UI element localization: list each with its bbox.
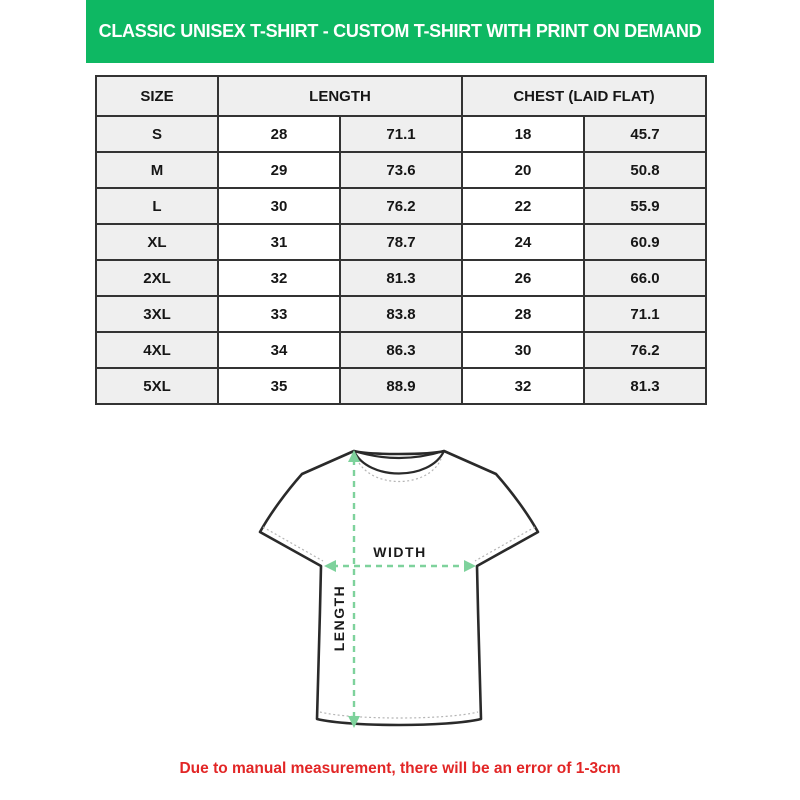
chest-in-cell: 26 (462, 260, 584, 296)
page-title: CLASSIC UNISEX T-SHIRT - CUSTOM T-SHIRT WITH PRINT ON DEMAND (98, 21, 702, 41)
length-in-cell: 32 (218, 260, 340, 296)
length-cm-cell: 81.3 (340, 260, 462, 296)
chest-cm-cell: 66.0 (584, 260, 706, 296)
size-cell: M (96, 152, 218, 188)
length-cm-cell: 86.3 (340, 332, 462, 368)
chest-in-cell: 30 (462, 332, 584, 368)
width-label: WIDTH (373, 544, 427, 560)
chest-cm-cell: 55.9 (584, 188, 706, 224)
table-header-row (96, 76, 706, 116)
column-header-size: SIZE (96, 76, 218, 116)
chest-in-cell: 32 (462, 368, 584, 404)
chest-cm-cell: 81.3 (584, 368, 706, 404)
size-cell: L (96, 188, 218, 224)
table-row (96, 296, 706, 332)
column-header-chest: CHEST (LAID FLAT) (462, 76, 706, 116)
chest-in-cell: 18 (462, 116, 584, 152)
chest-in-cell: 28 (462, 296, 584, 332)
length-cm-cell: 88.9 (340, 368, 462, 404)
table-row (96, 224, 706, 260)
size-cell: S (96, 116, 218, 152)
length-label: LENGTH (331, 584, 347, 652)
length-in-cell: 28 (218, 116, 340, 152)
length-in-cell: 33 (218, 296, 340, 332)
table-row (96, 152, 706, 188)
size-cell: 5XL (96, 368, 218, 404)
length-cm-cell: 76.2 (340, 188, 462, 224)
column-header-length: LENGTH (218, 76, 462, 116)
chest-in-cell: 22 (462, 188, 584, 224)
length-cm-cell: 73.6 (340, 152, 462, 188)
chest-cm-cell: 71.1 (584, 296, 706, 332)
size-cell: XL (96, 224, 218, 260)
length-in-cell: 31 (218, 224, 340, 260)
chest-cm-cell: 76.2 (584, 332, 706, 368)
chest-cm-cell: 50.8 (584, 152, 706, 188)
size-cell: 3XL (96, 296, 218, 332)
table-row (96, 332, 706, 368)
chest-in-cell: 24 (462, 224, 584, 260)
chest-in-cell: 20 (462, 152, 584, 188)
chest-cm-cell: 60.9 (584, 224, 706, 260)
chest-cm-cell: 45.7 (584, 116, 706, 152)
length-in-cell: 34 (218, 332, 340, 368)
size-cell: 2XL (96, 260, 218, 296)
length-in-cell: 30 (218, 188, 340, 224)
length-in-cell: 35 (218, 368, 340, 404)
tshirt-diagram (240, 428, 560, 753)
table-row (96, 260, 706, 296)
length-in-cell: 29 (218, 152, 340, 188)
table-row (96, 188, 706, 224)
length-cm-cell: 78.7 (340, 224, 462, 260)
length-cm-cell: 71.1 (340, 116, 462, 152)
measurement-error-note: Due to manual measurement, there will be an error of 1-3cm (179, 760, 621, 777)
length-cm-cell: 83.8 (340, 296, 462, 332)
title-banner (86, 0, 714, 63)
table-row (96, 368, 706, 404)
size-table (95, 75, 707, 405)
tshirt-outline (260, 451, 538, 725)
size-table-container (95, 75, 707, 405)
size-cell: 4XL (96, 332, 218, 368)
table-row (96, 116, 706, 152)
